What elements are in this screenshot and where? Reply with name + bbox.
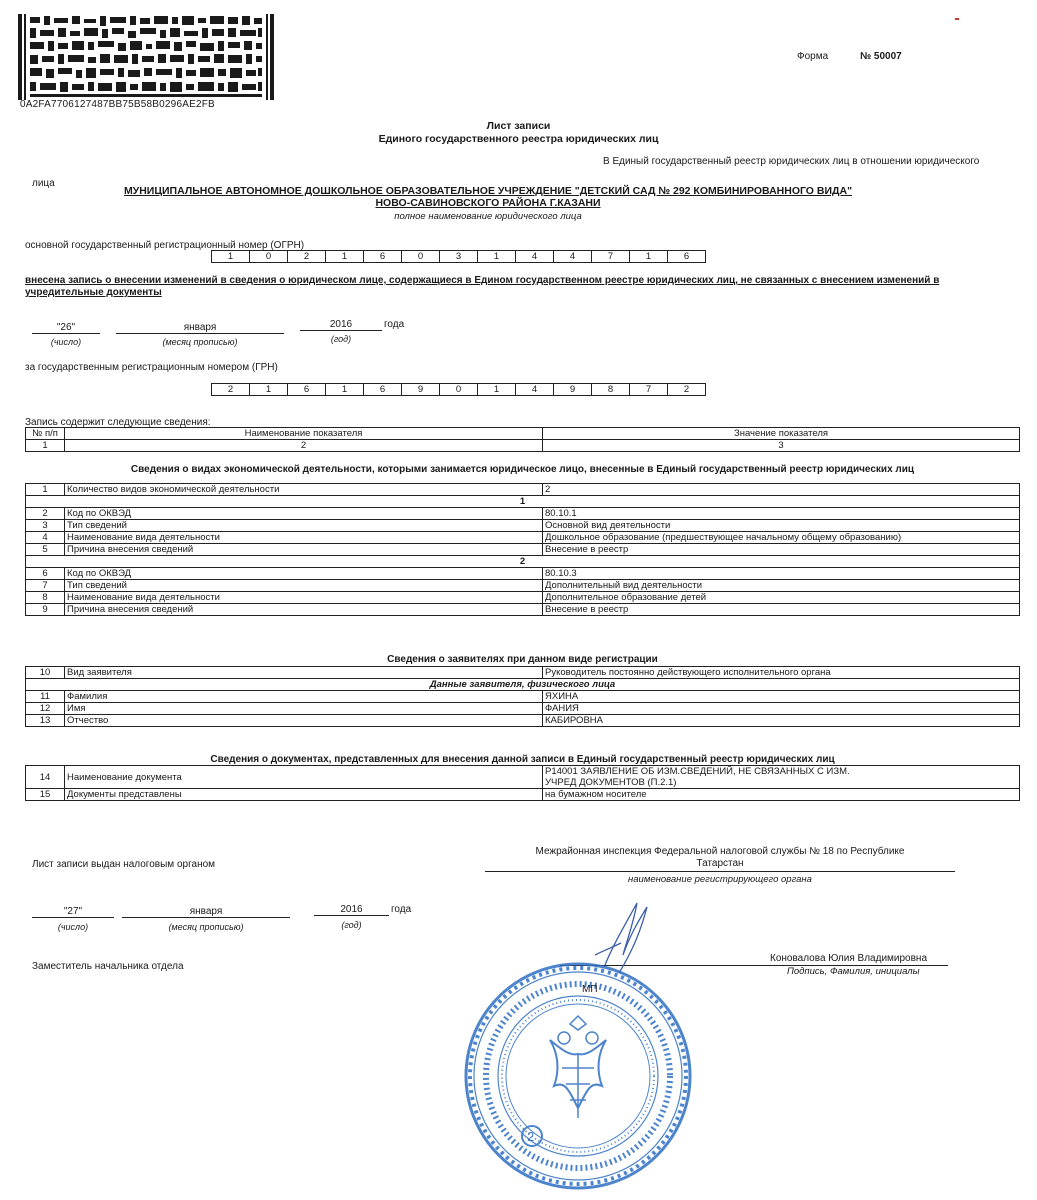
date2-year-caption: (год) bbox=[341, 920, 362, 930]
table-row bbox=[26, 428, 1020, 440]
table-cell bbox=[543, 766, 1020, 789]
date1-year: 2016 bbox=[300, 319, 382, 331]
table-cell: 3 bbox=[543, 440, 1020, 452]
ogrn-digit: 0 bbox=[401, 250, 440, 263]
ogrn-digit: 1 bbox=[211, 250, 250, 263]
organization-name bbox=[88, 185, 888, 209]
grn-digit: 9 bbox=[553, 383, 592, 396]
section-economic-activity-title: Сведения о видах экономической деятельности, которыми занимается юридическое лицо, внесенные в Единый государственный реестр юридических лиц bbox=[130, 464, 915, 475]
table-cell: Основной вид деятельности bbox=[543, 520, 1020, 532]
ogrn-digit: 7 bbox=[591, 250, 630, 263]
ogrn-digit: 1 bbox=[477, 250, 516, 263]
grn-digit: 6 bbox=[287, 383, 326, 396]
applicant-table bbox=[25, 666, 1020, 727]
applicant-subheader: Данные заявителя, физического лица bbox=[26, 679, 1020, 691]
documents-table bbox=[25, 765, 1020, 801]
table-cell: 11 bbox=[26, 691, 65, 703]
seal-placeholder-label: МП bbox=[582, 984, 598, 995]
table-row bbox=[26, 679, 1020, 691]
table-cell: 3 bbox=[26, 520, 65, 532]
grn-label: за государственным регистрационным номером (ГРН) bbox=[25, 362, 278, 373]
date1-month-caption: (месяц прописью) bbox=[162, 337, 238, 347]
grn-digit: 1 bbox=[249, 383, 288, 396]
grn-digit: 6 bbox=[363, 383, 402, 396]
table-cell: 80.10.3 bbox=[543, 568, 1020, 580]
table-cell: 2 bbox=[26, 508, 65, 520]
date2-year: 2016 bbox=[314, 904, 389, 916]
grn-digit: 7 bbox=[629, 383, 668, 396]
table-cell: Документы представлены bbox=[65, 789, 543, 801]
table-cell: 15 bbox=[26, 789, 65, 801]
svg-text:2: 2 bbox=[527, 1129, 535, 1144]
table-cell: 2 bbox=[65, 440, 543, 452]
ogrn-label: основной государственный регистрационный номер (ОГРН) bbox=[25, 240, 305, 251]
authority-underline bbox=[485, 871, 955, 872]
intro-text: В Единый государственный реестр юридических лиц в отношении юридического bbox=[603, 156, 980, 167]
table-cell: 10 bbox=[26, 667, 65, 679]
section-documents-title: Сведения о документах, представленных для внесения данной записи в Единый государственный реестр юридических лиц bbox=[210, 754, 835, 765]
signer-name: Коновалова Юлия Владимировна bbox=[770, 953, 928, 964]
ogrn-digit: 4 bbox=[553, 250, 592, 263]
table-cell: на бумажном носителе bbox=[543, 789, 1020, 801]
ogrn-digit: 6 bbox=[363, 250, 402, 263]
group-header: 2 bbox=[26, 556, 1020, 568]
date1-suffix: года bbox=[384, 319, 405, 330]
table-row bbox=[26, 715, 1020, 727]
table-cell: 5 bbox=[26, 544, 65, 556]
document-name-line1: Р14001 ЗАЯВЛЕНИЕ ОБ ИЗМ.СВЕДЕНИЙ, НЕ СВЯЗАННЫХ С ИЗМ. bbox=[545, 766, 850, 777]
ogrn-digit: 1 bbox=[629, 250, 668, 263]
ogrn-digits bbox=[212, 250, 706, 263]
grn-digit: 1 bbox=[477, 383, 516, 396]
table-row bbox=[26, 766, 1020, 789]
table-cell: Причина внесения сведений bbox=[65, 544, 543, 556]
table-cell: Дополнительный вид деятельности bbox=[543, 580, 1020, 592]
table-cell: 1 bbox=[26, 484, 65, 496]
entry-description: внесена запись о внесении изменений в сведения о юридическом лице, содержащиеся в Едином государственном реестре юридических лиц, не связанных с внесением изменений в учредительные документы bbox=[25, 275, 940, 298]
table-cell: Отчество bbox=[65, 715, 543, 727]
ink-speck bbox=[955, 18, 959, 20]
date2-month-caption: (месяц прописью) bbox=[168, 922, 244, 932]
grn-digit: 1 bbox=[325, 383, 364, 396]
grn-digit: 2 bbox=[667, 383, 706, 396]
table-row bbox=[26, 556, 1020, 568]
date2-day-caption: (число) bbox=[57, 922, 89, 932]
form-number: № 50007 bbox=[860, 51, 902, 62]
section-applicant-title: Сведения о заявителях при данном виде регистрации bbox=[387, 654, 658, 665]
organization-name-line2: НОВО-САВИНОВСКОГО РАЙОНА Г.КАЗАНИ bbox=[375, 197, 601, 209]
table-cell: 6 bbox=[26, 568, 65, 580]
header-value-col: Значение показателя bbox=[543, 428, 1020, 440]
economic-activity-table bbox=[25, 483, 1020, 616]
table-row bbox=[26, 520, 1020, 532]
table-cell: Количество видов экономической деятельности bbox=[65, 484, 543, 496]
signature-caption: Подпись, Фамилия, инициалы bbox=[787, 966, 920, 977]
table-cell: 14 bbox=[26, 766, 65, 789]
ogrn-digit: 0 bbox=[249, 250, 288, 263]
barcode-image bbox=[18, 14, 274, 100]
document-subtitle: Единого государственного реестра юридических лиц bbox=[378, 133, 659, 145]
table-row bbox=[26, 484, 1020, 496]
header-number-col: № п/п bbox=[26, 428, 65, 440]
table-row bbox=[26, 592, 1020, 604]
table-cell: 2 bbox=[543, 484, 1020, 496]
grn-digit: 8 bbox=[591, 383, 630, 396]
ogrn-digit: 1 bbox=[325, 250, 364, 263]
ogrn-digit: 6 bbox=[667, 250, 706, 263]
grn-digit: 0 bbox=[439, 383, 478, 396]
table-cell: Наименование вида деятельности bbox=[65, 532, 543, 544]
authority-name bbox=[485, 846, 955, 870]
authority-caption: наименование регистрирующего органа bbox=[628, 874, 812, 885]
group-header: 1 bbox=[26, 496, 1020, 508]
form-label: Форма bbox=[797, 51, 829, 62]
table-row bbox=[26, 544, 1020, 556]
table-cell: Внесение в реестр bbox=[543, 544, 1020, 556]
table-cell: Дополнительное образование детей bbox=[543, 592, 1020, 604]
table-cell: Наименование вида деятельности bbox=[65, 592, 543, 604]
table-cell: Внесение в реестр bbox=[543, 604, 1020, 616]
table-cell: 80.10.1 bbox=[543, 508, 1020, 520]
table-row bbox=[26, 604, 1020, 616]
intro-continuation: лица bbox=[32, 178, 55, 189]
authority-name-line1: Межрайонная инспекция Федеральной налоговой службы № 18 по Республике bbox=[535, 846, 905, 857]
table-row bbox=[26, 703, 1020, 715]
table-row bbox=[26, 568, 1020, 580]
table-cell: Имя bbox=[65, 703, 543, 715]
table-cell: Дошкольное образование (предшествующее начальному общему образованию) bbox=[543, 532, 1020, 544]
table-row bbox=[26, 508, 1020, 520]
contains-label: Запись содержит следующие сведения: bbox=[25, 417, 211, 428]
table-cell: 12 bbox=[26, 703, 65, 715]
signer-position: Заместитель начальника отдела bbox=[32, 961, 184, 972]
date1-day-caption: (число) bbox=[50, 337, 82, 347]
barcode-code: 0A2FA7706127487BB75B58B0296AE2FB bbox=[20, 99, 215, 110]
table-row bbox=[26, 580, 1020, 592]
issued-label: Лист записи выдан налоговым органом bbox=[32, 859, 216, 870]
ogrn-digit: 2 bbox=[287, 250, 326, 263]
table-row bbox=[26, 691, 1020, 703]
table-cell: 13 bbox=[26, 715, 65, 727]
table-cell: 4 bbox=[26, 532, 65, 544]
table-row bbox=[26, 667, 1020, 679]
grn-digit: 4 bbox=[515, 383, 554, 396]
table-cell: Код по ОКВЭД bbox=[65, 508, 543, 520]
table-cell: Вид заявителя bbox=[65, 667, 543, 679]
document-title: Лист записи bbox=[486, 120, 551, 132]
table-cell: 1 bbox=[26, 440, 65, 452]
date1-day: "26" bbox=[32, 322, 100, 334]
date1-year-caption: (год) bbox=[330, 334, 352, 344]
grn-digit: 9 bbox=[401, 383, 440, 396]
table-row bbox=[26, 496, 1020, 508]
header-name-col: Наименование показателя bbox=[65, 428, 543, 440]
date2-day: "27" bbox=[32, 906, 114, 918]
table-cell: ФАНИЯ bbox=[543, 703, 1020, 715]
date2-suffix: года bbox=[391, 904, 412, 915]
table-row bbox=[26, 532, 1020, 544]
document-name-line2: УЧРЕД ДОКУМЕНТОВ (П.2.1) bbox=[545, 777, 677, 788]
table-cell: Код по ОКВЭД bbox=[65, 568, 543, 580]
header-table bbox=[25, 427, 1020, 452]
table-cell: Тип сведений bbox=[65, 520, 543, 532]
table-cell: ЯХИНА bbox=[543, 691, 1020, 703]
organization-caption: полное наименование юридического лица bbox=[394, 211, 582, 222]
table-row bbox=[26, 440, 1020, 452]
ogrn-digit: 4 bbox=[515, 250, 554, 263]
table-cell: КАБИРОВНА bbox=[543, 715, 1020, 727]
date2-month: января bbox=[122, 906, 290, 918]
table-cell: Причина внесения сведений bbox=[65, 604, 543, 616]
authority-name-line2: Татарстан bbox=[696, 858, 744, 869]
table-cell: Руководитель постоянно действующего исполнительного органа bbox=[543, 667, 1020, 679]
date1-month: января bbox=[116, 322, 284, 334]
table-cell: Наименование документа bbox=[65, 766, 543, 789]
ogrn-digit: 3 bbox=[439, 250, 478, 263]
organization-name-line1: МУНИЦИПАЛЬНОЕ АВТОНОМНОЕ ДОШКОЛЬНОЕ ОБРАЗОВАТЕЛЬНОЕ УЧРЕЖДЕНИЕ "ДЕТСКИЙ САД № 292 КОМБИНИРОВАННОГО ВИДА" bbox=[123, 185, 853, 197]
table-cell: 9 bbox=[26, 604, 65, 616]
table-cell: 7 bbox=[26, 580, 65, 592]
table-row bbox=[26, 789, 1020, 801]
official-stamp-seal bbox=[458, 958, 698, 1193]
grn-digits bbox=[212, 383, 706, 396]
table-cell: Тип сведений bbox=[65, 580, 543, 592]
table-cell: Фамилия bbox=[65, 691, 543, 703]
table-cell: 8 bbox=[26, 592, 65, 604]
grn-digit: 2 bbox=[211, 383, 250, 396]
